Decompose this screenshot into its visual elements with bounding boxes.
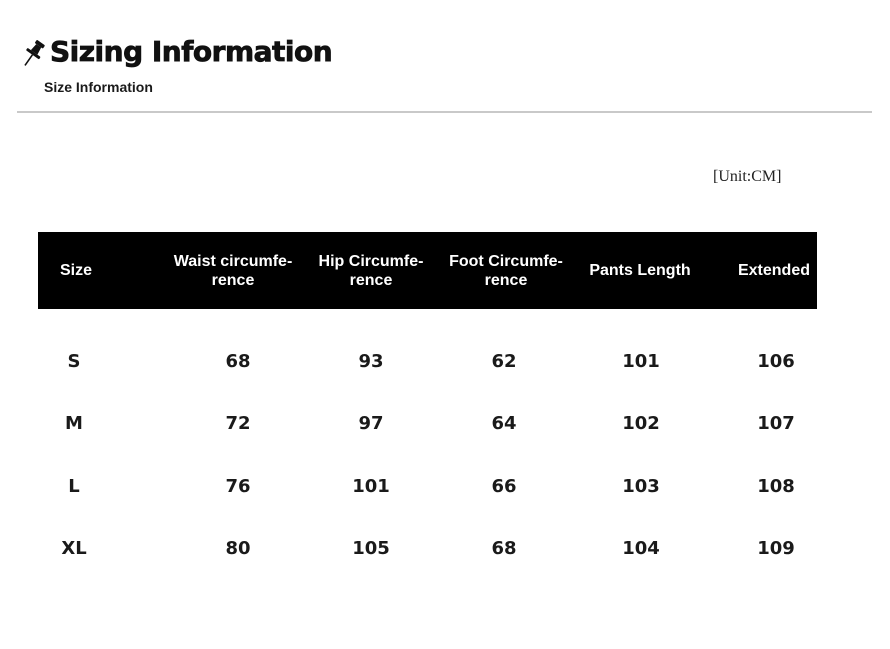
pants-length-cell: 103 xyxy=(622,475,660,497)
hip-cell: 93 xyxy=(358,350,384,372)
hip-cell: 97 xyxy=(358,412,384,434)
foot-cell: 66 xyxy=(491,475,517,497)
unit-label: [Unit:CM] xyxy=(713,168,782,185)
waist-cell: 72 xyxy=(225,412,251,434)
table-row xyxy=(38,346,817,376)
size-cell: XL xyxy=(61,537,87,559)
hip-cell: 101 xyxy=(352,475,390,497)
page-subtitle: Size Information xyxy=(44,79,153,95)
pants-length-cell: 104 xyxy=(622,537,660,559)
pants-length-cell: 101 xyxy=(622,350,660,372)
extended-cell: 107 xyxy=(757,412,795,434)
column-header-extended: Extended xyxy=(737,262,810,279)
extended-cell: 109 xyxy=(757,537,795,559)
column-header-size: Size xyxy=(59,262,92,279)
extended-cell: 106 xyxy=(757,350,795,372)
foot-cell: 62 xyxy=(491,350,517,372)
column-header-foot: Foot Circumfe- rence xyxy=(449,252,563,289)
pants-length-cell: 102 xyxy=(622,412,660,434)
foot-cell: 68 xyxy=(491,537,517,559)
size-cell: M xyxy=(65,412,83,434)
size-cell: S xyxy=(67,350,81,372)
column-header-waist: Waist circumfe- rence xyxy=(173,252,293,289)
extended-cell: 108 xyxy=(757,475,795,497)
waist-cell: 68 xyxy=(225,350,251,372)
size-cell: L xyxy=(68,475,80,497)
column-header-pants-length: Pants Length xyxy=(589,262,691,279)
pushpin-icon xyxy=(20,38,46,70)
page-title: Sizing Information xyxy=(50,35,333,68)
header-divider xyxy=(17,111,872,113)
table-header xyxy=(38,232,817,309)
waist-cell: 76 xyxy=(225,475,251,497)
table-row xyxy=(38,533,817,563)
hip-cell: 105 xyxy=(352,537,390,559)
foot-cell: 64 xyxy=(491,412,517,434)
column-header-hip: Hip Circumfe- rence xyxy=(318,252,424,289)
table-row xyxy=(38,408,817,438)
table-row xyxy=(38,471,817,501)
waist-cell: 80 xyxy=(225,537,251,559)
